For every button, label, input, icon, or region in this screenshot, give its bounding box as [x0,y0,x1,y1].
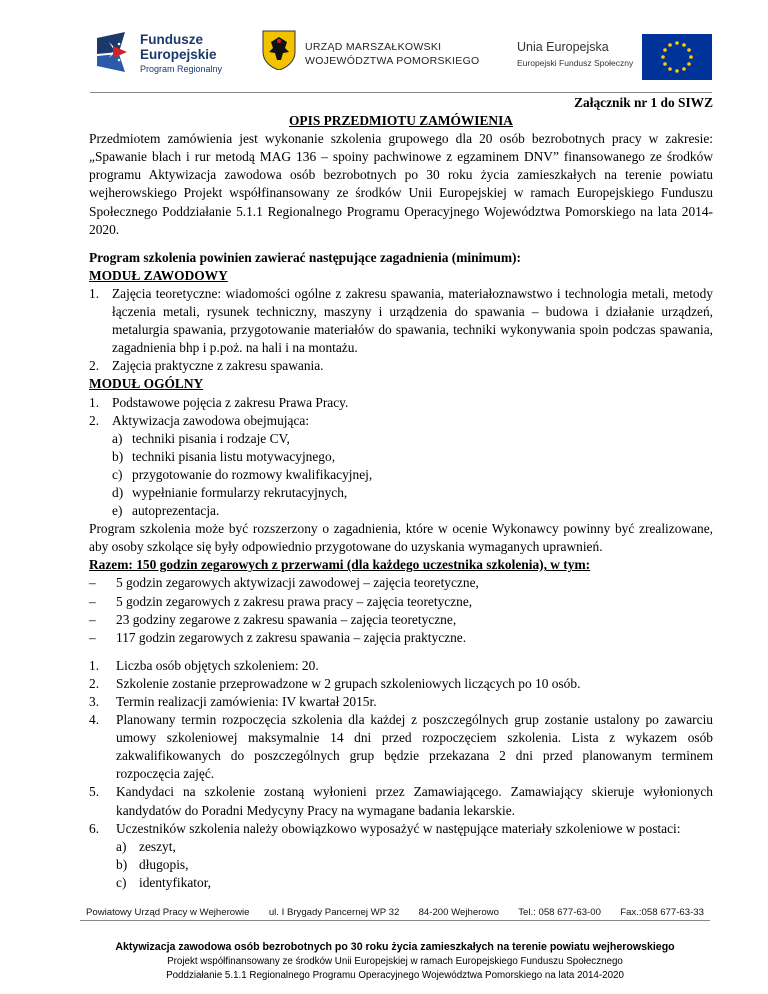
fe-logo-line1: Fundusze [140,32,203,47]
list-item: – 5 godzin zegarowych aktywizacji zawodowej – zajęcia teoretyczne, [89,575,479,591]
list-item: b) techniki pisania listu motywacyjnego, [112,448,336,464]
modul-ogolny-list [89,394,713,430]
ue-logo-text [517,40,633,68]
list-item: – 23 godziny zegarowe z zakresu spawania – zajęcia teoretyczne, [89,611,457,627]
total-hours-heading: Razem: 150 godzin zegarowych z przerwami (dla każdego uczestnika szkolenia), w tym: [89,557,591,573]
modul-ogolny-heading: MODUŁ OGÓLNY [89,376,204,392]
footer-fax: Fax.:058 677-63-33 [620,907,704,918]
list-item: 6. Uczestników szkolenia należy obowiązkowo wyposażyć w następujące materiały szkoleniowe w postaci: [89,820,681,836]
list-item: a) techniki pisania i rodzaje CV, [112,430,290,446]
document-title: OPIS PRZEDMIOTU ZAMÓWIENIA [289,113,513,129]
footer-project-title: Aktywizacja zawodowa osób bezrobotnych po 30 roku życia zamieszkałych na terenie powiatu wejherowskiego [115,941,675,953]
list-item: a) zeszyt, [116,838,176,854]
list-item: 1. Zajęcia teoretyczne: wiadomości ogólne z zakresu spawania, materiałoznawstwo i technologia metali, metody łączenia metali, rysunek techniczny, maszyny i urządzenia do spawania – budowa i działanie urządzeń, metalurgia spawania, przygotowanie materiałów do spawania, techniki wykonywania spoin podczas spawania, zagadnienia bhp i p.poż. na hali i na montażu. [89,285,713,356]
fe-logo-line2: Europejskie [140,47,217,62]
list-item: e) autoprezentacja. [112,503,220,519]
list-item: 4. Planowany termin rozpoczęcia szkolenia dla każdej z poszczególnych grup zostanie ustalony po zawarciu umowy szkoleniowej maksymalnie 14 dni przed rozpoczęciem szkolenia. Lista z wykazem osób zakwalifikowanych do poszczególnych grup będzie przekazana 2 dni przed planowanym terminem rozpoczęcia zajęć. [89,712,713,782]
um-logo-line1: URZĄD MARSZAŁKOWSKI [305,41,442,53]
modul-zawodowy-heading: MODUŁ ZAWODOWY [89,267,228,283]
list-item: d) wypełnianie formularzy rekrutacyjnych, [112,484,348,500]
list-item: 2. Szkolenie zostanie przeprowadzone w 2 grupach szkoleniowych liczących po 10 osób. [89,675,581,691]
um-logo-text [305,40,480,68]
conditions-list [89,657,713,838]
footer-divider [80,920,710,921]
fe-logo-text [140,32,222,74]
list-item: 2. Aktywizacja zawodowa obejmująca: [89,412,310,428]
list-item: 5. Kandydaci na szkolenie zostaną wyłonieni przez Zamawiającego. Zamawiający skieruje wyłonionych kandydatów do Poradni Medycyny Pracy na wymagane badania lekarskie. [89,784,713,818]
ue-logo-line1: Unia Europejska [517,40,609,54]
extension-paragraph: Program szkolenia może być rozszerzony o zagadnienia, które w ocenie Wykonawcy powinny być zrealizowane, aby osoby szkolące się były odpowiednio przygotowane do uzyskania wymaganych uprawnień. [89,521,713,555]
footer-city: 84-200 Wejherowo [418,907,499,918]
page-footer [80,907,710,981]
fe-logo-line3: Program Regionalny [140,64,223,74]
ue-logo-line2: Europejski Fundusz Społeczny [517,58,634,68]
um-logo-line2: WOJEWÓDZTWA POMORSKIEGO [305,55,480,67]
eu-flag-icon [642,34,712,80]
footer-contacts [80,907,710,918]
hours-list [89,574,713,646]
footer-project-line3: Poddziałanie 5.1.1 Regionalnego Programu Operacyjnego Województwa Pomorskiego na lata 2014-2020 [166,970,624,981]
modul-zawodowy-list [89,285,713,375]
list-item: 1. Liczba osób objętych szkoleniem: 20. [89,657,319,673]
header-divider [90,92,712,93]
footer-address: ul. I Brygady Pancernej WP 32 [268,907,400,918]
list-item: 3. Termin realizacji zamówienia: IV kwartał 2015r. [89,694,377,709]
list-item: – 5 godzin zegarowych z zakresu prawa pracy – zajęcia teoretyczne, [89,593,473,609]
list-item: 1. Podstawowe pojęcia z zakresu Prawa Pracy. [89,394,349,410]
annex-label: Załącznik nr 1 do SIWZ [574,95,713,110]
list-item: c) identyfikator, [116,874,211,890]
aktywizacja-sublist [89,430,713,520]
fundusze-europejskie-logo-icon [95,32,137,72]
list-item: b) długopis, [116,856,189,872]
program-heading: Program szkolenia powinien zawierać następujące zagadnienia (minimum): [89,249,521,265]
list-item: 2. Zajęcia praktyczne z zakresu spawania. [89,358,324,374]
document-body [89,94,713,892]
footer-office: Powiatowy Urząd Pracy w Wejherowie [86,907,250,918]
footer-tel: Tel.: 058 677-63-00 [518,907,601,918]
materials-sublist [89,838,713,892]
header-logos [0,28,768,88]
list-item: – 117 godzin zegarowych z zakresu spawania – zajęcia praktyczne. [89,629,467,645]
footer-project-line2: Projekt współfinansowany ze środków Unii Europejskiej w ramach Europejskiego Funduszu Społecznego [167,956,623,967]
list-item: c) przygotowanie do rozmowy kwalifikacyjnej, [112,466,373,482]
pomorskie-crest-icon [262,30,296,70]
intro-paragraph: Przedmiotem zamówienia jest wykonanie szkolenia grupowego dla 20 osób bezrobotnych pracy w zakresie: „Spawanie blach i rur metodą MAG 136 – spoiny pachwinowe z egzaminem DNV” finansowanego ze środków programu Aktywizacja zawodowa osób bezrobotnych po 30 roku życia zamieszkałych na terenie powiatu wejherowskiego Projekt współfinansowany ze środków Unii Europejskiej w ramach Europejskiego Funduszu Społecznego Poddziałanie 5.1.1 Regionalnego Programu Operacyjnego Województwa Pomorskiego na lata 2014-2020. [89,131,713,237]
